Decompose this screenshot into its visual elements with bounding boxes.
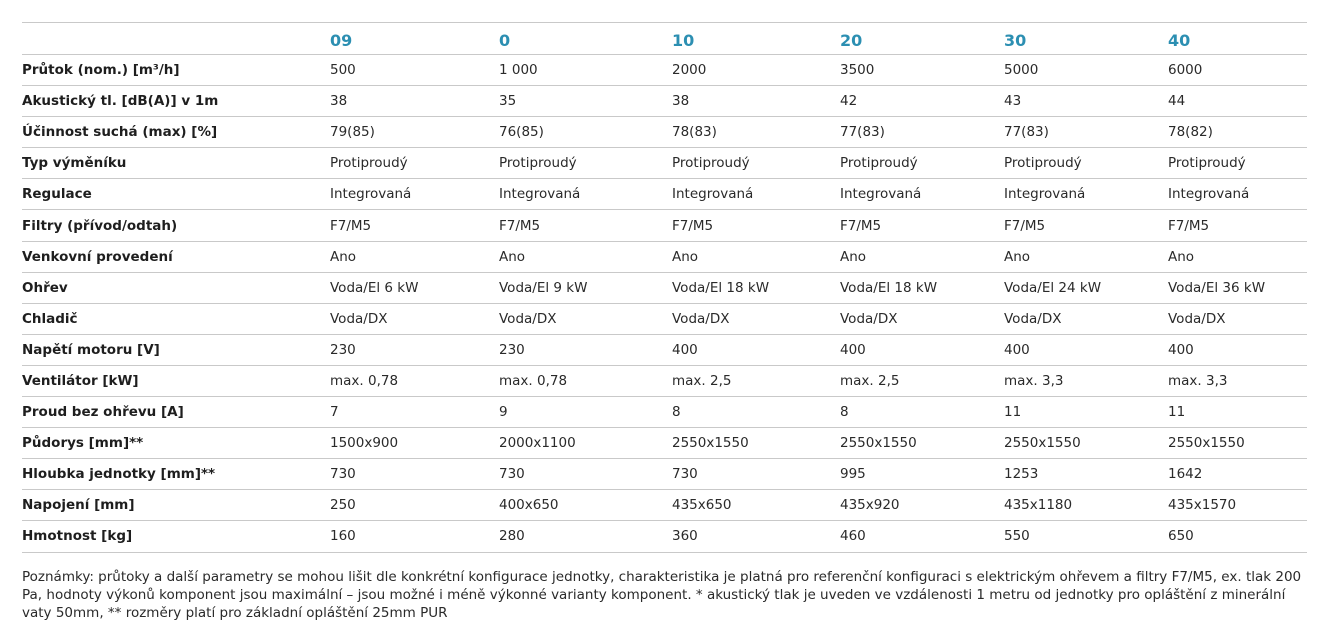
table-cell: Ano [840,241,1004,272]
table-cell: F7/M5 [840,210,1004,241]
table-cell: Ano [672,241,840,272]
row-label: Ohřev [22,272,330,303]
table-cell: 9 [499,397,672,428]
table-cell: 1500x900 [330,428,499,459]
table-body [22,55,1307,553]
table-cell: 11 [1004,397,1168,428]
row-label: Akustický tl. [dB(A)] v 1m [22,86,330,117]
table-row [22,334,1307,365]
table-cell: 460 [840,521,1004,552]
table-cell: F7/M5 [330,210,499,241]
row-label: Hloubka jednotky [mm]** [22,459,330,490]
table-cell: F7/M5 [1168,210,1307,241]
table-cell: 2550x1550 [1004,428,1168,459]
table-cell: Voda/DX [499,303,672,334]
table-cell: 2000x1100 [499,428,672,459]
column-header: 0 [499,23,672,55]
table-cell: 43 [1004,86,1168,117]
table-cell: 1642 [1168,459,1307,490]
table-cell: Ano [330,241,499,272]
table-cell: F7/M5 [499,210,672,241]
table-cell: 650 [1168,521,1307,552]
table-cell: 500 [330,55,499,86]
row-label: Průtok (nom.) [m³/h] [22,55,330,86]
table-cell: 3500 [840,55,1004,86]
table-cell: Integrovaná [672,179,840,210]
table-cell: 78(83) [672,117,840,148]
table-row [22,397,1307,428]
table-cell: 360 [672,521,840,552]
table-row [22,303,1307,334]
table-cell: 77(83) [1004,117,1168,148]
table-row [22,210,1307,241]
table-cell: Ano [499,241,672,272]
row-label: Proud bez ohřevu [A] [22,397,330,428]
row-label: Napětí motoru [V] [22,334,330,365]
table-row [22,55,1307,86]
table-cell: 35 [499,86,672,117]
row-label: Chladič [22,303,330,334]
table-cell: Protiproudý [672,148,840,179]
column-header: 30 [1004,23,1168,55]
table-cell: 400 [672,334,840,365]
table-cell: Voda/DX [1168,303,1307,334]
table-cell: 730 [672,459,840,490]
table-cell: 435x1570 [1168,490,1307,521]
table-cell: Protiproudý [499,148,672,179]
table-row [22,241,1307,272]
row-label: Venkovní provedení [22,241,330,272]
table-cell: Voda/El 18 kW [672,272,840,303]
table-row [22,179,1307,210]
table-cell: Protiproudý [1004,148,1168,179]
table-cell: Voda/El 18 kW [840,272,1004,303]
table-cell: 250 [330,490,499,521]
column-header: 10 [672,23,840,55]
table-cell: 2550x1550 [840,428,1004,459]
table-cell: 7 [330,397,499,428]
table-cell: 2550x1550 [1168,428,1307,459]
table-cell: 400 [1004,334,1168,365]
table-row [22,365,1307,396]
table-cell: Voda/El 24 kW [1004,272,1168,303]
row-label: Typ výměníku [22,148,330,179]
row-label: Filtry (přívod/odtah) [22,210,330,241]
table-cell: Voda/DX [672,303,840,334]
table-row [22,86,1307,117]
table-cell: Integrovaná [840,179,1004,210]
table-cell: 11 [1168,397,1307,428]
table-header-row [22,23,1307,55]
table-cell: F7/M5 [1004,210,1168,241]
table-row [22,490,1307,521]
table-cell: Voda/El 36 kW [1168,272,1307,303]
table-cell: 8 [672,397,840,428]
table-cell: 550 [1004,521,1168,552]
table-cell: max. 0,78 [330,365,499,396]
table-cell: Ano [1004,241,1168,272]
table-row [22,272,1307,303]
column-header: 09 [330,23,499,55]
table-cell: F7/M5 [672,210,840,241]
table-cell: Ano [1168,241,1307,272]
table-cell: 730 [330,459,499,490]
table-cell: Integrovaná [1168,179,1307,210]
table-cell: 78(82) [1168,117,1307,148]
row-label: Hmotnost [kg] [22,521,330,552]
table-cell: 280 [499,521,672,552]
table-cell: 42 [840,86,1004,117]
table-row [22,459,1307,490]
table-cell: max. 3,3 [1004,365,1168,396]
table-cell: 2000 [672,55,840,86]
spec-table [22,22,1307,553]
table-cell: max. 3,3 [1168,365,1307,396]
table-cell: max. 0,78 [499,365,672,396]
table-cell: 76(85) [499,117,672,148]
table-cell: Protiproudý [1168,148,1307,179]
table-cell: 435x920 [840,490,1004,521]
column-header: 20 [840,23,1004,55]
table-cell: 1253 [1004,459,1168,490]
table-cell: Integrovaná [1004,179,1168,210]
table-cell: Voda/DX [1004,303,1168,334]
footnotes: Poznámky: průtoky a další parametry se mohou lišit dle konkrétní konfigurace jednotky, charakteristika je platná pro referenční konfiguraci s elektrickým ohřevem a filtry F7/M5, ex. tlak 200 Pa, hodnoty výkonů komponent jsou maximální – jsou možné i méně výkonné varianty komponent. * akustický tlak je uveden ve vzdálenosti 1 metru od jednotky pro opláštění z minerální vaty 50mm, ** rozměry platí pro základní opláštění 25mm PUR [22,569,1302,621]
row-label: Půdorys [mm]** [22,428,330,459]
row-label: Regulace [22,179,330,210]
table-cell: max. 2,5 [672,365,840,396]
table-cell: 77(83) [840,117,1004,148]
table-row [22,428,1307,459]
table-cell: 8 [840,397,1004,428]
table-cell: max. 2,5 [840,365,1004,396]
row-label: Napojení [mm] [22,490,330,521]
table-cell: 44 [1168,86,1307,117]
table-cell: 6000 [1168,55,1307,86]
table-cell: 435x650 [672,490,840,521]
row-label: Ventilátor [kW] [22,365,330,396]
table-cell: 79(85) [330,117,499,148]
table-cell: Protiproudý [330,148,499,179]
table-cell: Voda/El 6 kW [330,272,499,303]
table-cell: Integrovaná [330,179,499,210]
spec-table-container [22,22,1307,553]
table-cell: 38 [672,86,840,117]
table-cell: 730 [499,459,672,490]
table-cell: 38 [330,86,499,117]
table-cell: Voda/DX [840,303,1004,334]
table-cell: Voda/DX [330,303,499,334]
table-cell: 5000 [1004,55,1168,86]
table-row [22,148,1307,179]
table-cell: Integrovaná [499,179,672,210]
row-label: Účinnost suchá (max) [%] [22,117,330,148]
table-cell: 995 [840,459,1004,490]
table-cell: Voda/El 9 kW [499,272,672,303]
table-cell: 400x650 [499,490,672,521]
column-header: 40 [1168,23,1307,55]
table-cell: 1 000 [499,55,672,86]
table-cell: 400 [840,334,1004,365]
table-cell: Protiproudý [840,148,1004,179]
table-row [22,117,1307,148]
table-cell: 160 [330,521,499,552]
table-cell: 230 [330,334,499,365]
table-cell: 2550x1550 [672,428,840,459]
table-row [22,521,1307,552]
table-cell: 230 [499,334,672,365]
table-cell: 435x1180 [1004,490,1168,521]
header-empty-cell [22,23,330,55]
table-cell: 400 [1168,334,1307,365]
